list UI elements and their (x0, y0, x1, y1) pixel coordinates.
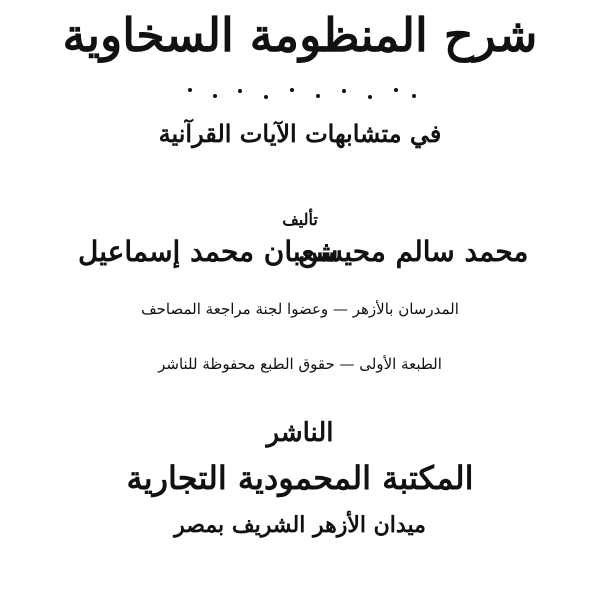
author-name: شعبان محمد إسماعيل (78, 235, 339, 268)
authors-description: المدرسان بالأزهر — وعضوا لجنة مراجعة المصاحف (141, 300, 459, 318)
authorship-label: تأليف (282, 210, 318, 229)
book-title: شرح المنظومة السخاوية (62, 8, 538, 62)
publisher-address: ميدان الأزهر الشريف بمصر (174, 512, 426, 538)
title-ornament-dots (170, 82, 430, 106)
book-subtitle: في متشابهات الآيات القرآنية (158, 119, 442, 148)
publisher-label: الناشر (266, 418, 334, 448)
author-name: محمد سالم محيسن (298, 235, 529, 268)
edition-note: الطبعة الأولى — حقوق الطبع محفوظة للناشر (158, 355, 442, 373)
publisher-name: المكتبة المحمودية التجارية (126, 459, 474, 497)
